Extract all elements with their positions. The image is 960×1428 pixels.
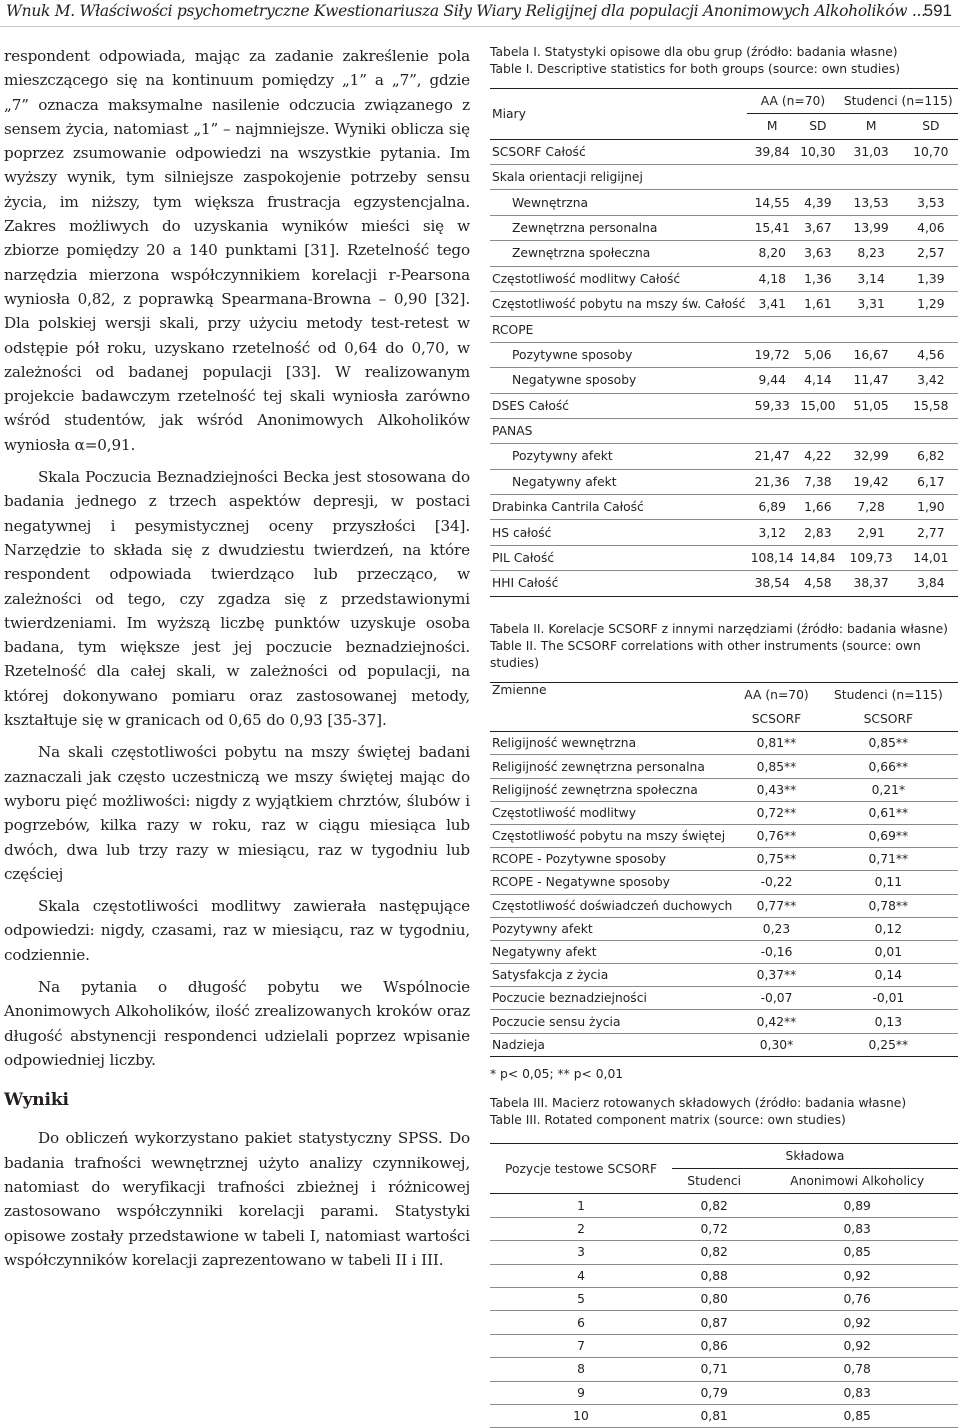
table3-cell-aa: 0,92 — [756, 1334, 958, 1357]
table1-cell — [797, 418, 838, 443]
table2-cell-aa: 0,23 — [734, 917, 818, 940]
table1-cell: 109,73 — [839, 545, 904, 570]
table1-cell — [747, 418, 797, 443]
table3-item-number: 5 — [490, 1288, 672, 1311]
table3-caption-pl: Tabela III. Macierz rotowanych składowych (źródło: badania własne) — [490, 1095, 907, 1110]
table2-row-label: Religijność zewnętrzna personalna — [490, 755, 734, 778]
table1-cell: 1,39 — [904, 266, 958, 291]
table3-item-number: 7 — [490, 1334, 672, 1357]
table1-cell: 7,38 — [797, 469, 838, 494]
table1-row-label: Częstotliwość pobytu na mszy św. Całość — [490, 291, 747, 316]
table3-cell-aa: 0,76 — [756, 1288, 958, 1311]
table1-row-label: HHI Całość — [490, 571, 747, 596]
table2-row — [490, 848, 958, 871]
table1-cell: 108,14 — [747, 545, 797, 570]
table1-cell: 4,18 — [747, 266, 797, 291]
table3-row — [490, 1381, 958, 1404]
table3-row — [490, 1217, 958, 1240]
table1-cell: 16,67 — [839, 342, 904, 367]
table1-cell: 2,57 — [904, 241, 958, 266]
table3-cell-aa: 0,83 — [756, 1381, 958, 1404]
table1-sd: SD — [922, 119, 940, 134]
table1-cell: 2,77 — [904, 520, 958, 545]
table2-cell-students: 0,11 — [819, 871, 958, 894]
table3-cell-aa: 0,83 — [756, 1217, 958, 1240]
table1-row-label: Zewnętrzna społeczna — [490, 241, 747, 266]
table2-caption-pl: Tabela II. Korelacje SCSORF z innymi narzędziami (źródło: badania własne) — [490, 621, 948, 636]
right-column — [490, 44, 958, 1428]
table1-row-label: PANAS — [490, 418, 747, 443]
table1-cell: 13,53 — [839, 190, 904, 215]
table1-row-label: Drabinka Cantrila Całość — [490, 495, 747, 520]
table2-cell-aa: 0,72** — [734, 801, 818, 824]
table1-m: M — [865, 119, 877, 134]
table3-cell-students: 0,88 — [672, 1264, 756, 1287]
table1-cell: 9,44 — [747, 368, 797, 393]
table3-cell-aa: 0,89 — [756, 1194, 958, 1217]
table2-group1: AA (n=70) — [744, 687, 809, 702]
table2-row-label: Nadzieja — [490, 1033, 734, 1056]
table1-cell: 15,41 — [747, 215, 797, 240]
section-heading: Wyniki — [4, 1090, 69, 1111]
table2-cell-students: 0,21* — [819, 778, 958, 801]
table2-cell-aa: 0,30* — [734, 1033, 818, 1056]
table3-cell-students: 0,86 — [672, 1334, 756, 1357]
table1-cell: 8,23 — [839, 241, 904, 266]
table1-cell: 14,01 — [904, 545, 958, 570]
table3-sub1: Studenci — [687, 1174, 742, 1189]
table1-cell: 19,42 — [839, 469, 904, 494]
table1-row-label: Pozytywny afekt — [490, 444, 747, 469]
table1-cell: 8,20 — [747, 241, 797, 266]
table1-cell: 10,30 — [797, 139, 838, 164]
table3-item-number: 2 — [490, 1217, 672, 1240]
table3-row — [490, 1264, 958, 1287]
table3-item-number: 9 — [490, 1381, 672, 1404]
table3-cell-students: 0,82 — [672, 1241, 756, 1264]
table2-cell-students: 0,14 — [819, 964, 958, 987]
table1-cell: 3,53 — [904, 190, 958, 215]
table2-row — [490, 940, 958, 963]
table1-cell: 15,58 — [904, 393, 958, 418]
table1-cell: 19,72 — [747, 342, 797, 367]
body-paragraph: Skala Poczucia Beznadziejności Becka jest stosowana do badania jednego z trzech aspektów depresji, w postaci negatywnej i pesymistycznej oceny przyszłości [34]. Narzędzie to składa się z dwudziestu twierdzeń, na które respondent odpowiada twierdząco lub przecząco, w zależności od tego, czy zgadza się z przedstawionymi twierdzeniami. Im wyższą liczbę punktów uzyskuje osoba badana, tym większe jest jej poczucie beznadziejności. Rzetelność dla całej skali, w zależności od populacji, na której dokonywano pomiaru oraz zastosowanej metody, kształtuje się w granicach od 0,65 do 0,93 [35-37]. — [4, 468, 470, 730]
table2-cell-students: 0,25** — [819, 1033, 958, 1056]
table2-row — [490, 917, 958, 940]
table2-row-label: Pozytywny afekt — [490, 917, 734, 940]
table1-cell: 15,00 — [797, 393, 838, 418]
table1-cell: 59,33 — [747, 393, 797, 418]
table2-col-label: Zmienne — [492, 682, 547, 697]
left-column — [4, 44, 470, 1280]
table1-row-label: Zewnętrzna personalna — [490, 215, 747, 240]
table2-cell-students: 0,13 — [819, 1010, 958, 1033]
table1-col-label: Miary — [490, 89, 747, 140]
table1-cell: 11,47 — [839, 368, 904, 393]
table2-row — [490, 987, 958, 1010]
table2-footnote: * p< 0,05; ** p< 0,01 — [490, 1066, 624, 1081]
table1-cell: 1,61 — [797, 291, 838, 316]
table2-group2-sub: SCSORF — [863, 712, 914, 727]
table2-cell-aa: 0,37** — [734, 964, 818, 987]
table2-row — [490, 964, 958, 987]
table1-cell — [797, 164, 838, 189]
table2-cell-aa: 0,81** — [734, 732, 818, 755]
table1-row — [490, 215, 958, 240]
table1-cell: 38,37 — [839, 571, 904, 596]
table1 — [490, 88, 958, 597]
table1-row — [490, 164, 958, 189]
table1-row — [490, 571, 958, 596]
table1-cell — [904, 164, 958, 189]
table3-cell-students: 0,71 — [672, 1358, 756, 1381]
table3-row — [490, 1194, 958, 1217]
table3-item-number: 4 — [490, 1264, 672, 1287]
table1-row — [490, 342, 958, 367]
table1-caption-pl: Tabela I. Statystyki opisowe dla obu grup (źródło: badania własne) — [490, 45, 898, 59]
table1-row-label: SCSORF Całość — [490, 139, 747, 164]
table3-group-label: Składowa — [672, 1143, 958, 1168]
table1-cell: 32,99 — [839, 444, 904, 469]
table2-cell-aa: 0,85** — [734, 755, 818, 778]
table2-row — [490, 801, 958, 824]
table3-cell-aa: 0,85 — [756, 1404, 958, 1427]
table1-cell: 4,56 — [904, 342, 958, 367]
table1-cell: 3,12 — [747, 520, 797, 545]
table1-cell: 3,84 — [904, 571, 958, 596]
table2-row — [490, 778, 958, 801]
table2-row — [490, 894, 958, 917]
table2-group2: Studenci (n=115) — [833, 687, 943, 702]
table1-cell — [839, 164, 904, 189]
table1-cell — [904, 317, 958, 342]
table1-row — [490, 190, 958, 215]
table1-row-label: Negatywny afekt — [490, 469, 747, 494]
table2-row — [490, 1010, 958, 1033]
body-paragraph: Na pytania o długość pobytu we Wspólnocie Anonimowych Alkoholików, ilość zrealizowanych kroków oraz długość abstynencji respondenci udzielali poprzez wpisanie odpowiedniej liczby. — [4, 977, 470, 1069]
table2-row — [490, 871, 958, 894]
table1-caption-en: Table I. Descriptive statistics for both groups (source: own studies) — [490, 62, 901, 76]
table2-cell-students: 0,66** — [819, 755, 958, 778]
table2-cell-aa: 0,75** — [734, 848, 818, 871]
table1-row — [490, 444, 958, 469]
table3 — [490, 1143, 958, 1428]
running-header — [0, 0, 960, 27]
table1-cell: 3,67 — [797, 215, 838, 240]
table3-cell-students: 0,82 — [672, 1194, 756, 1217]
table1-cell: 5,06 — [797, 342, 838, 367]
table2-cell-students: 0,12 — [819, 917, 958, 940]
table2-cell-aa: 0,76** — [734, 824, 818, 847]
table2-row-label: RCOPE - Pozytywne sposoby — [490, 848, 734, 871]
table1-row-label: Wewnętrzna — [490, 190, 747, 215]
table1-cell — [839, 317, 904, 342]
table1-row — [490, 368, 958, 393]
body-paragraph: Skala częstotliwości modlitwy zawierała następujące odpowiedzi: nigdy, czasami, raz w miesiącu, raz w tygodniu, codziennie. — [4, 897, 470, 964]
table2-row-label: Satysfakcja z życia — [490, 964, 734, 987]
table1-cell: 3,41 — [747, 291, 797, 316]
table2-cell-students: 0,69** — [819, 824, 958, 847]
table1-cell: 3,14 — [839, 266, 904, 291]
table2-row-label: Częstotliwość modlitwy — [490, 801, 734, 824]
table3-item-number: 6 — [490, 1311, 672, 1334]
table1-row-label: PIL Całość — [490, 545, 747, 570]
table1-cell — [904, 418, 958, 443]
table2-body — [490, 732, 958, 1057]
table1-group2: Studenci (n=115) — [839, 89, 958, 114]
table2-cell-students: 0,71** — [819, 848, 958, 871]
table1-cell: 6,82 — [904, 444, 958, 469]
table3-col-label: Pozycje testowe SCSORF — [490, 1143, 672, 1194]
table3-cell-students: 0,80 — [672, 1288, 756, 1311]
table2-cell-aa: -0,22 — [734, 871, 818, 894]
table3-cell-aa: 0,92 — [756, 1264, 958, 1287]
table1-cell — [797, 317, 838, 342]
table3-cell-aa: 0,85 — [756, 1241, 958, 1264]
table1-cell: 14,55 — [747, 190, 797, 215]
table2-cell-students: 0,78** — [819, 894, 958, 917]
table1-cell: 2,91 — [839, 520, 904, 545]
table3-cell-students: 0,79 — [672, 1381, 756, 1404]
table1-cell: 4,14 — [797, 368, 838, 393]
table1-row-label: Negatywne sposoby — [490, 368, 747, 393]
table1-cell: 4,39 — [797, 190, 838, 215]
table3-row — [490, 1358, 958, 1381]
table3-row — [490, 1311, 958, 1334]
table2-group1-sub: SCSORF — [751, 712, 802, 727]
table1-group1: AA (n=70) — [747, 89, 838, 114]
table1-row-label: RCOPE — [490, 317, 747, 342]
table1-cell: 6,17 — [904, 469, 958, 494]
table1-cell: 39,84 — [747, 139, 797, 164]
table1-cell: 4,06 — [904, 215, 958, 240]
table3-row — [490, 1241, 958, 1264]
table1-cell: 21,36 — [747, 469, 797, 494]
table1-cell: 3,63 — [797, 241, 838, 266]
table2-row-label: Częstotliwość pobytu na mszy świętej — [490, 824, 734, 847]
running-title: Wnuk M. Właściwości psychometryczne Kwestionariusza Siły Wiary Religijnej dla populacji Anonimowych Alkoholików ... — [6, 2, 926, 20]
table1-cell: 1,90 — [904, 495, 958, 520]
table1-cell — [747, 164, 797, 189]
table1-row — [490, 469, 958, 494]
table1-sd: SD — [809, 119, 827, 134]
table3-row — [490, 1288, 958, 1311]
table1-row — [490, 495, 958, 520]
table2-row-label: RCOPE - Negatywne sposoby — [490, 871, 734, 894]
table1-cell: 6,89 — [747, 495, 797, 520]
table2-cell-aa: 0,42** — [734, 1010, 818, 1033]
table1-cell: 51,05 — [839, 393, 904, 418]
table1-body — [490, 139, 958, 596]
table1-cell — [839, 418, 904, 443]
table3-item-number: 1 — [490, 1194, 672, 1217]
body-paragraph: Na skali częstotliwości pobytu na mszy świętej badani zaznaczali jak często uczestniczą we mszy świętej mając do wyboru pięć możliwości: nigdy z wyjątkiem chrztów, ślubów i pogrzebów, kilka razy w roku, raz w ciągu miesiąca lub dwóch, dwa lub trzy razy w miesiącu, raz w tygodniu lub częściej — [4, 743, 470, 883]
table1-cell: 21,47 — [747, 444, 797, 469]
table1-row — [490, 520, 958, 545]
table1-m: M — [766, 119, 778, 134]
table1-cell: 1,66 — [797, 495, 838, 520]
table2-caption-en: Table II. The SCSORF correlations with other instruments (source: own studies) — [490, 638, 921, 670]
table2-cell-students: -0,01 — [819, 987, 958, 1010]
table3-item-number: 8 — [490, 1358, 672, 1381]
table2-cell-aa: 0,43** — [734, 778, 818, 801]
table3-cell-students: 0,87 — [672, 1311, 756, 1334]
table2-row — [490, 732, 958, 755]
table2-row-label: Poczucie sensu życia — [490, 1010, 734, 1033]
table1-row — [490, 418, 958, 443]
table2-cell-students: 0,85** — [819, 732, 958, 755]
table1-row — [490, 545, 958, 570]
table2-cell-aa: -0,07 — [734, 987, 818, 1010]
table2-row — [490, 824, 958, 847]
table1-cell: 2,83 — [797, 520, 838, 545]
table3-body — [490, 1194, 958, 1428]
table3-cell-students: 0,81 — [672, 1404, 756, 1427]
table3-item-number: 10 — [490, 1404, 672, 1427]
table3-row — [490, 1334, 958, 1357]
table1-cell: 3,42 — [904, 368, 958, 393]
table1-cell: 3,31 — [839, 291, 904, 316]
table3-cell-aa: 0,78 — [756, 1358, 958, 1381]
table1-cell: 31,03 — [839, 139, 904, 164]
body-paragraph: Do obliczeń wykorzystano pakiet statystyczny SPSS. Do badania trafności wewnętrznej użyto analizy czynnikowej, natomiast do weryfikacji trafności zbieżnej i różnicowej zastosowano współczynniki korelacji parami. Statystyki opisowe zostały przedstawione w tabeli I, natomiast wartości współczynników korelacji zaprezentowano w tabeli II i III. — [4, 1129, 470, 1269]
table3-item-number: 3 — [490, 1241, 672, 1264]
table1-row — [490, 317, 958, 342]
table3-row — [490, 1404, 958, 1427]
table1-cell: 14,84 — [797, 545, 838, 570]
table2-cell-aa: 0,77** — [734, 894, 818, 917]
table3-sub2: Anonimowi Alkoholicy — [790, 1174, 925, 1189]
table2-row-label: Religijność wewnętrzna — [490, 732, 734, 755]
table3-cell-aa: 0,92 — [756, 1311, 958, 1334]
table2-row — [490, 755, 958, 778]
table1-row — [490, 393, 958, 418]
table2-row-label: Poczucie beznadziejności — [490, 987, 734, 1010]
table3-caption-en: Table III. Rotated component matrix (source: own studies) — [490, 1112, 846, 1127]
table2-row-label: Religijność zewnętrzna społeczna — [490, 778, 734, 801]
table2 — [490, 682, 958, 1057]
table1-cell: 38,54 — [747, 571, 797, 596]
table2-cell-students: 0,01 — [819, 940, 958, 963]
table1-row-label: HS całość — [490, 520, 747, 545]
table2-row — [490, 1033, 958, 1056]
table1-row-label: Skala orientacji religijnej — [490, 164, 747, 189]
table1-cell: 4,58 — [797, 571, 838, 596]
table1-cell: 1,29 — [904, 291, 958, 316]
table1-row — [490, 241, 958, 266]
table1-cell: 1,36 — [797, 266, 838, 291]
table1-cell: 10,70 — [904, 139, 958, 164]
table2-cell-aa: -0,16 — [734, 940, 818, 963]
table2-cell-students: 0,61** — [819, 801, 958, 824]
table2-row-label: Częstotliwość doświadczeń duchowych — [490, 894, 734, 917]
table1-row — [490, 291, 958, 316]
table1-cell: 4,22 — [797, 444, 838, 469]
body-paragraph: respondent odpowiada, mając za zadanie zakreślenie pola mieszczącego się na kontinuum pomiędzy „1” a „7”, gdzie „7” oznacza maksymalne nasilenie odczucia związanego z sensem życia, natomiast „1” – najmniejsze. Wyniki oblicza się poprzez zsumowanie odpowiedzi na wszystkie pytania. Im wyższy wynik, tym silniejsze zaspokojenie potrzeby sensu życia, im niższy, tym większa frustracja egzystencjalna. Zakres możliwych do uzyskania wyników mieści się w zbiorze pomiędzy 20 a 140 punktami [31]. Rzetelność tego narzędzia mierzona współczynnikiem korelacji r-Pearsona wyniosła 0,82, z poprawką Spearmana-Browna – 0,90 [32]. Dla polskiej wersji skali, przy użyciu metody test-retest w odstępie pół roku, uzyskano rzetelność od 0,64 do 0,70, w zależności od badanej populacji [33]. W realizowanym projekcie badawczym rzetelność tej skali wyniosła zarówno wśród studentów, jak wśród Anonimowych Alkoholików wyniosła α=0,91. — [4, 47, 470, 454]
table1-cell — [747, 317, 797, 342]
page-number: 591 — [923, 1, 952, 20]
table1-row-label: DSES Całość — [490, 393, 747, 418]
table1-row-label: Częstotliwość modlitwy Całość — [490, 266, 747, 291]
table1-cell: 7,28 — [839, 495, 904, 520]
table3-cell-students: 0,72 — [672, 1217, 756, 1240]
table1-cell: 13,99 — [839, 215, 904, 240]
table1-row-label: Pozytywne sposoby — [490, 342, 747, 367]
table1-row — [490, 266, 958, 291]
table1-row — [490, 139, 958, 164]
table2-row-label: Negatywny afekt — [490, 940, 734, 963]
